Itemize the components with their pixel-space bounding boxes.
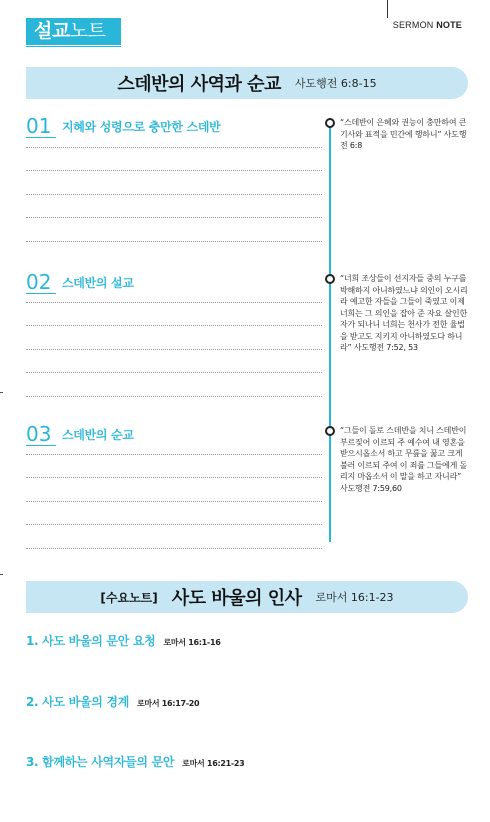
wednesday-item-label: 1. 사도 바울의 문안 요청 — [26, 634, 156, 648]
sermon-reference: 사도행전 6:8-15 — [294, 77, 377, 90]
wednesday-title: 사도 바울의 인사 — [171, 588, 302, 609]
brand-logo — [26, 18, 121, 45]
header-divider — [387, 0, 388, 18]
note-lines — [26, 279, 322, 397]
note-lines — [26, 124, 322, 242]
scripture-quote: “스데반이 은혜와 권능이 충만하여 큰 기사와 표적을 민간에 행하니” 사도행전 6:8 — [340, 118, 467, 150]
timeline-dot — [325, 118, 335, 128]
wednesday-item — [26, 632, 220, 649]
wednesday-item — [26, 693, 199, 710]
timeline-line — [329, 118, 331, 542]
sermon-title: 스데반의 사역과 순교 — [117, 74, 281, 95]
section-title: 스데반의 설교 — [62, 276, 134, 290]
brand-light: 노트 — [69, 20, 106, 42]
wednesday-item-label: 3. 함께하는 사역자들의 문안 — [26, 755, 175, 769]
wednesday-item — [26, 753, 244, 770]
wednesday-tag: [수요노트] — [100, 590, 158, 605]
sermon-banner — [26, 67, 468, 99]
margin-tick — [0, 392, 3, 393]
wednesday-item-ref: 로마서 16:21-23 — [182, 759, 245, 768]
brand-bold: 설교 — [34, 20, 70, 42]
wednesday-reference: 로마서 16:1-23 — [315, 591, 394, 604]
wednesday-item-ref: 로마서 16:17-20 — [137, 699, 200, 708]
timeline-dot — [325, 426, 335, 436]
wednesday-item-ref: 로마서 16:1-16 — [163, 638, 221, 647]
sermon-note-label — [393, 20, 462, 30]
scripture-quote: “너희 조상들이 선지자들 중의 누구를 박해하지 아니하였느냐 의인이 오시리라 예고한 자들을 그들이 죽였고 이제 너희는 그 의인을 잡아 준 자요 살인한 자가 되나니 너희는 천사가 전한 율법을 받고도 지키지 아니하였도다 하니라” 사도행전 7:52, 53 — [340, 274, 468, 352]
section-title: 지혜와 성령으로 충만한 스데반 — [62, 120, 221, 134]
sermon-word: SERMON — [392, 20, 434, 30]
section-number: 03 — [26, 423, 56, 446]
timeline-dot — [325, 274, 335, 284]
section-title: 스데반의 순교 — [62, 428, 134, 442]
wednesday-banner — [26, 581, 468, 613]
note-lines — [26, 431, 322, 549]
margin-tick — [0, 574, 3, 575]
brand-underline — [26, 46, 121, 47]
note-word: NOTE — [436, 20, 462, 30]
scripture-quote: “그들이 돌로 스데반을 치니 스데반이 부르짖어 이르되 주 예수여 내 영혼을 받으시옵소서 하고 무릎을 꿇고 크게 불러 이르되 주여 이 죄를 그들에게 돌리지 마옵소서 이 말을 하고 자니라” 사도행전 7:59,60 — [340, 426, 467, 493]
section-number: 01 — [26, 115, 56, 138]
wednesday-item-label: 2. 사도 바울의 경계 — [26, 695, 129, 709]
section-number: 02 — [26, 271, 56, 294]
